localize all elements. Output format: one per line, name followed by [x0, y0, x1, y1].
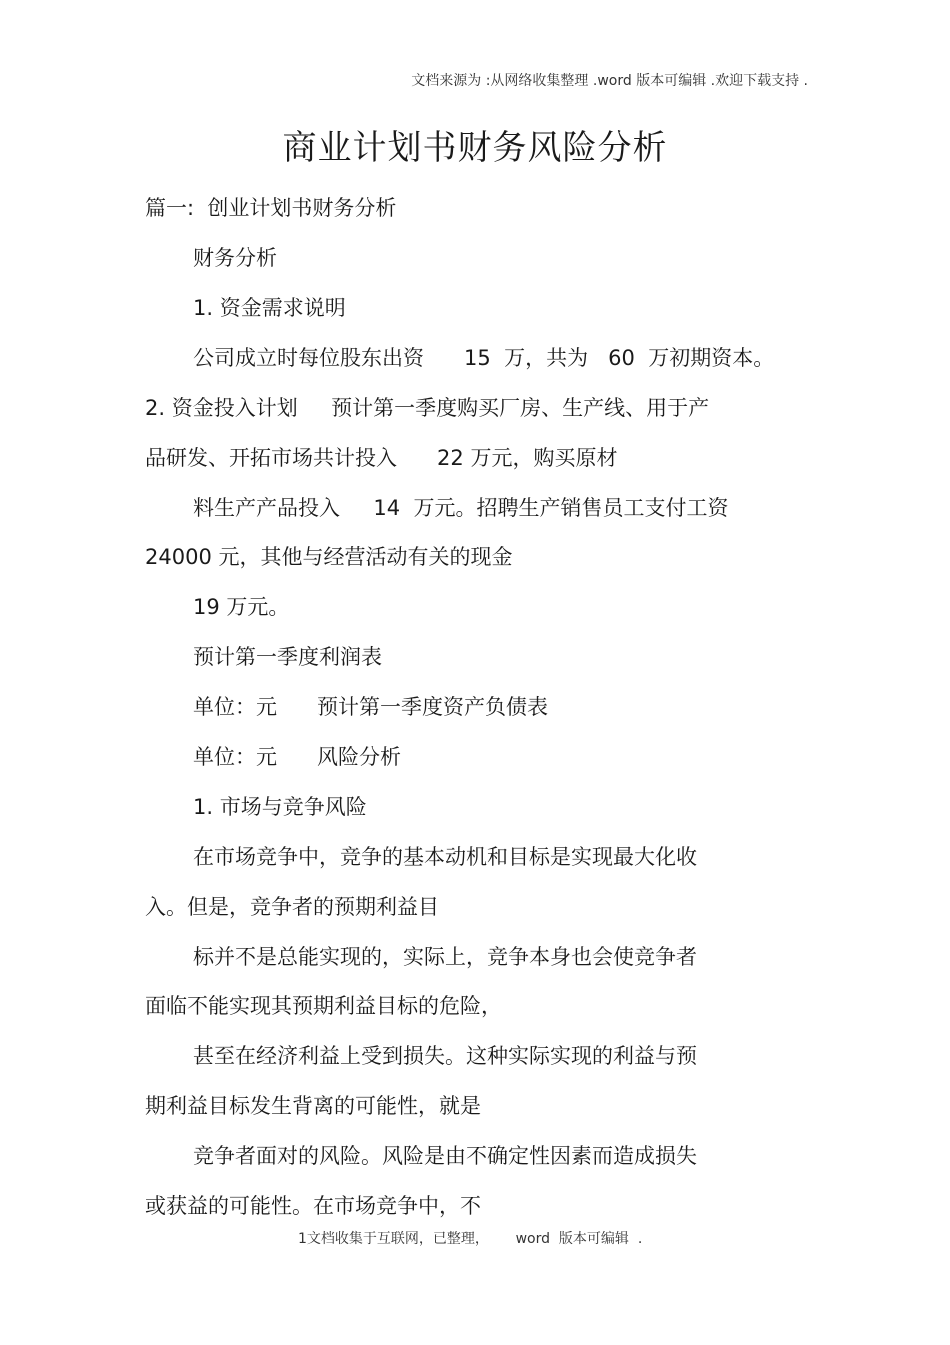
document-title: 商业计划书财务风险分析 [282, 128, 668, 168]
text-line: 入。但是，竞争者的预期利益目 [145, 895, 439, 919]
text-line: 单位：元 风险分析 [193, 745, 402, 769]
text-line: 1. 资金需求说明 [193, 296, 346, 320]
footer-note: 1文档收集于互联网，已整理， word 版本可编辑 . [298, 1231, 643, 1247]
text-line: 在市场竞争中，竞争的基本动机和目标是实现最大化收 [193, 845, 697, 869]
text-line: 或获益的可能性。在市场竞争中，不 [145, 1194, 481, 1218]
text-line: 期利益目标发生背离的可能性，就是 [145, 1094, 481, 1118]
text-line: 单位：元 预计第一季度资产负债表 [193, 695, 549, 719]
text-line: 甚至在经济利益上受到损失。这种实际实现的利益与预 [193, 1044, 697, 1068]
text-line: 1. 市场与竞争风险 [193, 795, 367, 819]
text-line: 财务分析 [193, 246, 277, 270]
text-line: 面临不能实现其预期利益目标的危险， [145, 994, 502, 1018]
text-line: 品研发、开拓市场共计投入 22 万元，购买原材 [145, 446, 618, 470]
text-line: 公司成立时每位股东出资 15 万，共为 60 万初期资本。 [193, 346, 775, 370]
text-line: 料生产产品投入 14 万元。招聘生产销售员工支付工资 [193, 496, 729, 520]
text-line: 24000 元，其他与经营活动有关的现金 [145, 545, 513, 569]
text-line: 篇一: 创业计划书财务分析 [145, 196, 397, 220]
text-line: 竞争者面对的风险。风险是由不确定性因素而造成损失 [193, 1144, 697, 1168]
text-line: 预计第一季度利润表 [193, 645, 382, 669]
text-line: 2. 资金投入计划 预计第一季度购买厂房、生产线、用于产 [145, 396, 710, 420]
text-line: 19 万元。 [193, 595, 290, 619]
header-note: 文档来源为 :从网络收集整理 .word 版本可编辑 .欢迎下载支持 . [411, 73, 808, 89]
text-line: 标并不是总能实现的，实际上，竞争本身也会使竞争者 [193, 945, 697, 969]
